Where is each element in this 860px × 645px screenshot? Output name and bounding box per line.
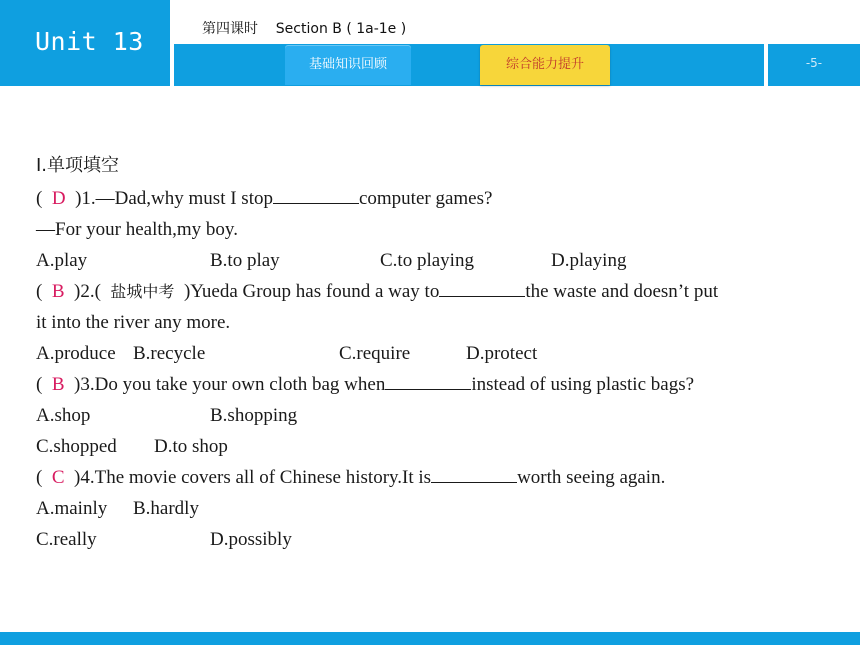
- answer-4: C: [51, 467, 65, 488]
- blank: [273, 183, 359, 204]
- answer-1: D: [51, 188, 66, 209]
- option: C.require: [339, 343, 411, 364]
- source-label: 盐城中考: [110, 282, 175, 301]
- option: A.produce: [36, 343, 116, 364]
- nav-bar: [174, 44, 764, 86]
- page-number-box: [768, 44, 860, 86]
- answer-2: B: [51, 281, 65, 302]
- question-3-stem: ( B )3.Do you take your own cloth bag when instead of using plastic bags?: [36, 369, 694, 400]
- option: A.play: [36, 250, 88, 271]
- question-2-stem: ( B )2.( 盐城中考 )Yueda Group has found a way to the waste and doesn’t put: [36, 276, 718, 307]
- blank: [439, 276, 525, 297]
- unit-title: Unit 13: [35, 27, 144, 56]
- option: C.to playing: [380, 250, 474, 271]
- answer-3: B: [51, 374, 65, 395]
- option: A.mainly: [36, 498, 108, 519]
- option: B.hardly: [133, 498, 199, 519]
- option: D.to shop: [154, 436, 228, 457]
- question-3-options-row-2: [36, 431, 836, 462]
- question-1-stem: ( D )1.—Dad,why must I stop computer games?: [36, 183, 492, 214]
- section-heading: Ⅰ.单项填空: [36, 155, 120, 176]
- question-2-stem-cont: it into the river any more.: [36, 312, 231, 333]
- footer-bar: [0, 632, 860, 645]
- question-1-reply: —For your health,my boy.: [36, 219, 238, 240]
- option: B.shopping: [210, 405, 298, 426]
- option: B.to play: [210, 250, 280, 271]
- tab-basic-knowledge-review[interactable]: 基础知识回顾: [285, 45, 411, 85]
- question-4-options-row-1: [36, 493, 836, 524]
- question-2-options: [36, 338, 836, 369]
- option: B.recycle: [133, 343, 206, 364]
- page-number: -5-: [805, 56, 823, 70]
- blank: [431, 462, 517, 483]
- option: C.shopped: [36, 436, 117, 457]
- option: C.really: [36, 529, 97, 550]
- unit-header-block: [0, 0, 170, 86]
- question-3-options-row-1: [36, 400, 836, 431]
- option: A.shop: [36, 405, 91, 426]
- question-4-options-row-2: [36, 524, 836, 555]
- option: D.protect: [466, 343, 538, 364]
- blank: [385, 369, 471, 390]
- question-4-stem: ( C )4.The movie covers all of Chinese history.It is worth seeing again.: [36, 462, 665, 493]
- option: D.possibly: [210, 529, 292, 550]
- lesson-title: 第四课时 Section B ( 1a-1e ): [202, 21, 407, 37]
- option: D.playing: [551, 250, 627, 271]
- tab-comprehensive-ability[interactable]: 综合能力提升: [480, 45, 610, 85]
- question-1-options: [36, 245, 836, 276]
